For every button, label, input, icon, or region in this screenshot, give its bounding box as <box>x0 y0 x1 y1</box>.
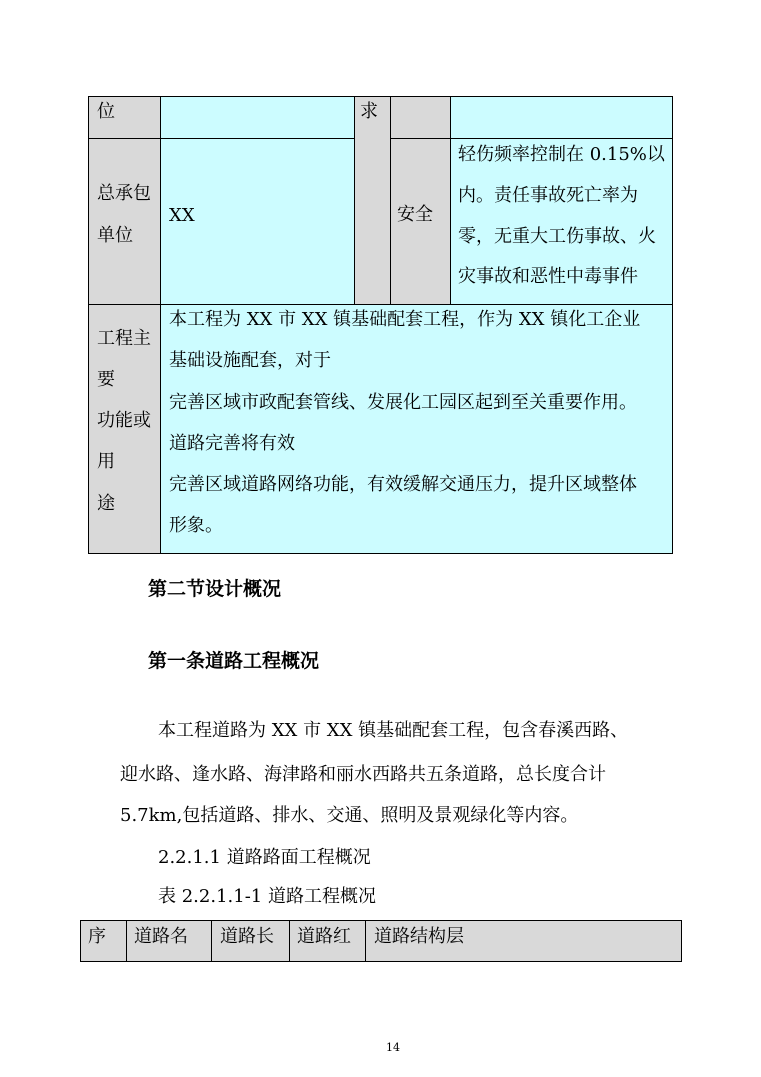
function-label-line-1: 工程主 <box>97 328 151 349</box>
function-value-line-6: 形象。 <box>169 515 223 536</box>
safety-value-line-4: 灾事故和恶性中毒事件 <box>458 266 638 287</box>
function-value-line-2: 基础设施配套，对于 <box>169 350 331 371</box>
subheading: 2.2.1.1 道路路面工程概况 <box>158 847 371 868</box>
section-heading: 第二节设计概况 <box>148 578 282 600</box>
function-value-line-4: 道路完善将有效 <box>169 433 295 454</box>
header-road-length: 道路长 <box>220 926 274 947</box>
function-value-line-3: 完善区域市政配套管线、发展化工园区起到至关重要作用。 <box>169 392 637 413</box>
contractor-label-line-1: 总承包 <box>97 183 151 204</box>
table-caption: 表 2.2.1.1-1 道路工程概况 <box>158 886 376 907</box>
row1-item-value-cell <box>450 96 673 139</box>
header-cell-road-structure <box>365 920 682 962</box>
function-value-cell <box>160 304 673 554</box>
function-label-line-5: 途 <box>97 493 115 514</box>
safety-value-line-3: 零，无重大工伤事故、火 <box>458 226 656 247</box>
function-value-line-1: 本工程为 XX 市 XX 镇基础配套工程，作为 XX 镇化工企业 <box>169 309 641 330</box>
header-cell-road-red-line <box>289 920 366 962</box>
header-no: 序 <box>88 926 106 947</box>
requirement-label-cell <box>354 96 391 305</box>
function-label-cell <box>88 304 161 554</box>
function-label-line-4: 用 <box>97 451 115 472</box>
article-heading: 第一条道路工程概况 <box>148 650 320 672</box>
paragraph-line-1: 本工程道路为 XX 市 XX 镇基础配套工程，包含春溪西路、 <box>158 720 629 741</box>
header-road-red-line: 道路红 <box>297 926 351 947</box>
contractor-value: XX <box>169 205 195 226</box>
header-cell-road-length <box>211 920 290 962</box>
paragraph-line-3: 5.7km,包括道路、排水、交通、照明及景观绿化等内容。 <box>120 805 579 826</box>
contractor-label-cell <box>88 138 161 305</box>
safety-value-cell <box>450 138 673 305</box>
row1-value-cell <box>160 96 355 139</box>
row1-label: 位 <box>97 101 115 122</box>
contractor-value-cell <box>160 138 355 305</box>
safety-value-line-1: 轻伤频率控制在 0.15%以 <box>458 144 665 165</box>
safety-label: 安全 <box>397 204 433 225</box>
safety-label-cell <box>390 138 451 305</box>
row1-label-cell <box>88 96 161 139</box>
requirement-label: 求 <box>360 101 378 122</box>
contractor-label-line-2: 单位 <box>97 225 133 246</box>
paragraph-line-2: 迎水路、逢水路、海津路和丽水西路共五条道路，总长度合计 <box>120 764 606 785</box>
row1-item-label-cell <box>390 96 451 139</box>
page-number: 14 <box>386 1041 400 1054</box>
header-road-name: 道路名 <box>134 926 188 947</box>
header-cell-road-name <box>126 920 212 962</box>
function-label-line-2: 要 <box>97 369 115 390</box>
safety-value-line-2: 内。责任事故死亡率为 <box>458 185 638 206</box>
header-road-structure: 道路结构层 <box>374 926 464 947</box>
function-label-line-3: 功能或 <box>97 410 151 431</box>
function-value-line-5: 完善区域道路网络功能，有效缓解交通压力，提升区域整体 <box>169 474 637 495</box>
header-cell-no <box>80 920 127 962</box>
